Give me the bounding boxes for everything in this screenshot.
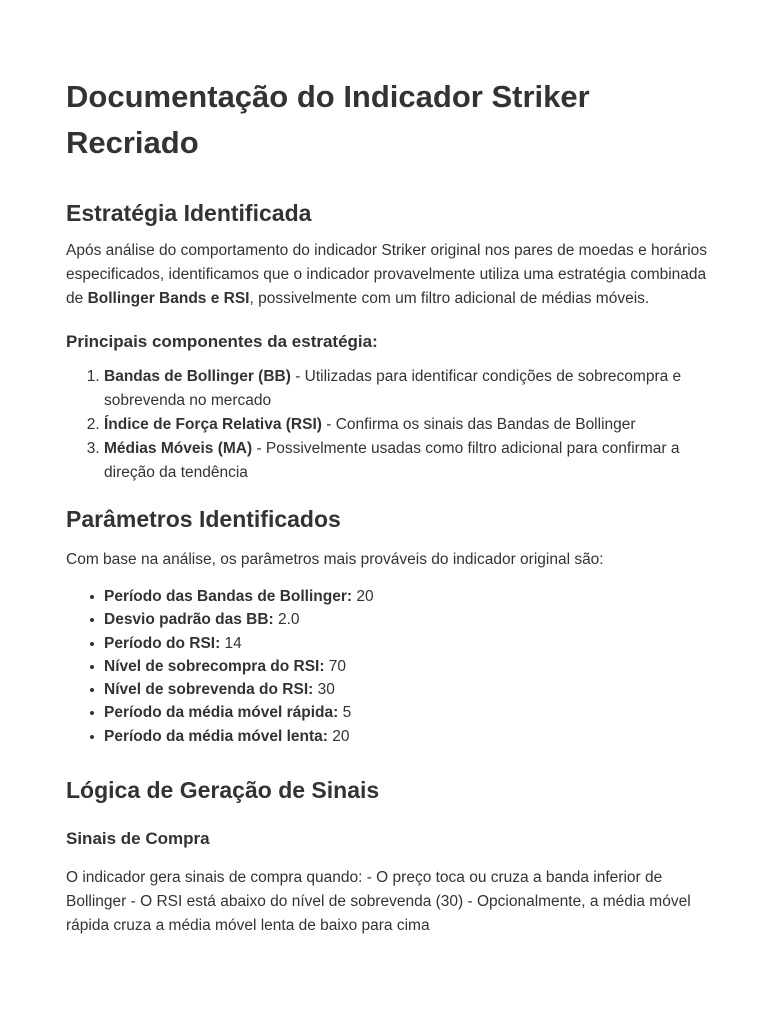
parameters-list	[66, 585, 708, 748]
param-value: 14	[220, 634, 242, 652]
components-list	[66, 365, 708, 485]
param-value: 70	[324, 657, 347, 675]
param-label: Desvio padrão das BB:	[104, 611, 274, 629]
component-desc: - Utilizadas para identificar condições de sobrecompra e sobrevenda no mercado	[104, 368, 682, 409]
strategy-intro-bold: Bollinger Bands e RSI	[87, 290, 250, 307]
subheading-buy-signals: Sinais de Compra	[66, 829, 210, 849]
list-item	[90, 678, 708, 701]
buy-signals-text: O indicador gera sinais de compra quando: - O preço toca ou cruza a banda inferior de Bollinger - O RSI está abaixo do nível de sobrevenda (30) - Opcionalmente, a média móvel rápida cruza a média móvel lenta de baixo para cima	[66, 869, 691, 935]
param-value: 30	[313, 681, 335, 699]
strategy-intro-text: Após análise do comportamento do indicador Striker original nos pares de moedas e horários especificados, identificamos que o indicador provavelmente utiliza uma estratégia combinada de	[66, 242, 708, 307]
section-heading-parameters: Parâmetros Identificados	[66, 506, 341, 532]
param-value: 20	[352, 588, 374, 605]
param-label: Período das Bandas de Bollinger:	[104, 588, 353, 605]
list-item	[90, 655, 708, 678]
param-value: 2.0	[273, 611, 300, 629]
component-name: Índice de Força Relativa (RSI)	[104, 416, 322, 433]
page-title: Documentação do Indicador Striker Recriado	[66, 79, 590, 160]
param-label: Período da média móvel lenta:	[104, 727, 328, 745]
param-label: Período da média móvel rápida:	[104, 704, 339, 722]
list-item	[90, 725, 708, 748]
param-label: Nível de sobrevenda do RSI:	[104, 681, 314, 699]
param-label: Nível de sobrecompra do RSI:	[104, 657, 325, 675]
component-name: Bandas de Bollinger (BB)	[104, 368, 291, 385]
list-item	[104, 365, 708, 413]
list-item	[104, 413, 708, 437]
list-item	[90, 701, 708, 724]
component-desc: - Possivelmente usadas como filtro adicional para confirmar a direção da tendência	[104, 440, 680, 481]
section-heading-strategy: Estratégia Identificada	[66, 200, 312, 226]
list-item	[104, 437, 708, 485]
list-item	[90, 632, 708, 655]
section-heading-signals: Lógica de Geração de Sinais	[66, 777, 380, 804]
param-label: Período do RSI:	[104, 634, 221, 652]
parameters-intro: Com base na análise, os parâmetros mais prováveis do indicador original são:	[66, 551, 604, 568]
component-name: Médias Móveis (MA)	[104, 440, 253, 457]
strategy-intro	[66, 239, 708, 311]
component-desc: - Confirma os sinais das Bandas de Bollinger	[321, 416, 636, 433]
param-value: 20	[327, 727, 350, 745]
subheading-components: Principais componentes da estratégia:	[66, 332, 378, 351]
param-value: 5	[338, 704, 352, 722]
list-item	[90, 585, 708, 608]
strategy-intro-text-end: , possivelmente com um filtro adicional de médias móveis.	[249, 290, 650, 307]
list-item	[90, 608, 708, 631]
